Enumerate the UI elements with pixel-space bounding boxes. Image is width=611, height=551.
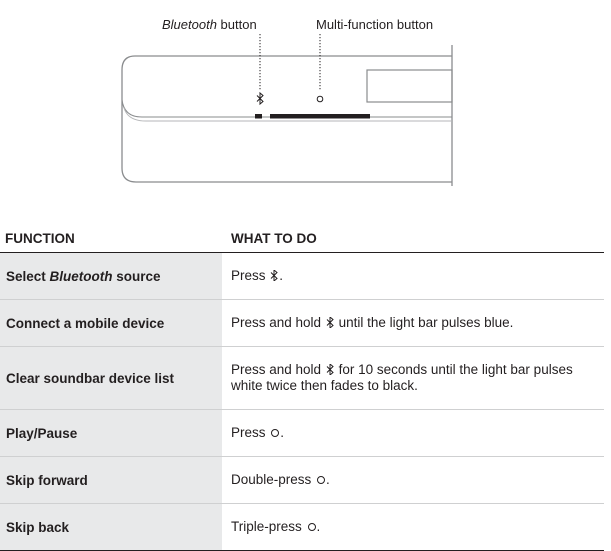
bluetooth-icon bbox=[326, 316, 334, 327]
soundbar-illustration bbox=[0, 0, 611, 195]
table-row bbox=[0, 504, 604, 551]
bluetooth-icon bbox=[270, 269, 278, 280]
header-what-to-do: WHAT TO DO bbox=[231, 231, 317, 246]
function-cell: Skip back bbox=[0, 504, 222, 550]
instruction-cell: Press . bbox=[231, 425, 285, 440]
multifunction-icon bbox=[308, 523, 316, 531]
table-row bbox=[0, 300, 604, 347]
instruction-cell: Press and hold until the light bar pulses blue. bbox=[231, 315, 514, 330]
header-function: FUNCTION bbox=[5, 231, 75, 246]
function-table bbox=[0, 228, 604, 551]
soundbar-diagram bbox=[0, 0, 611, 195]
light-bar bbox=[270, 114, 370, 119]
table-row bbox=[0, 253, 604, 300]
bluetooth-icon bbox=[326, 363, 334, 374]
multifunction-icon bbox=[271, 429, 279, 437]
soundbar-display-window bbox=[367, 70, 452, 102]
bluetooth-button-callout: Bluetooth button bbox=[162, 17, 257, 32]
soundbar-outline bbox=[122, 56, 452, 182]
table-row bbox=[0, 457, 604, 504]
table-row bbox=[0, 347, 604, 410]
instruction-cell: Press and hold for 10 seconds until the light bar pulses white twice then fades to black. bbox=[231, 362, 573, 393]
instruction-cell: Triple-press . bbox=[231, 519, 321, 534]
function-cell: Clear soundbar device list bbox=[0, 347, 222, 409]
function-cell: Connect a mobile device bbox=[0, 300, 222, 346]
function-cell: Skip forward bbox=[0, 457, 222, 503]
multifunction-button-callout: Multi-function button bbox=[316, 17, 434, 32]
instruction-cell: Double-press . bbox=[231, 472, 330, 487]
function-cell: Play/Pause bbox=[0, 410, 222, 456]
function-cell: Select Bluetooth source bbox=[0, 253, 222, 299]
instruction-cell: Press . bbox=[231, 268, 284, 283]
light-bar-segment bbox=[255, 114, 262, 119]
table-header bbox=[0, 228, 604, 253]
multifunction-icon bbox=[317, 476, 325, 484]
bluetooth-button-icon bbox=[257, 93, 263, 104]
table-row bbox=[0, 410, 604, 457]
multifunction-button-icon bbox=[317, 96, 323, 102]
